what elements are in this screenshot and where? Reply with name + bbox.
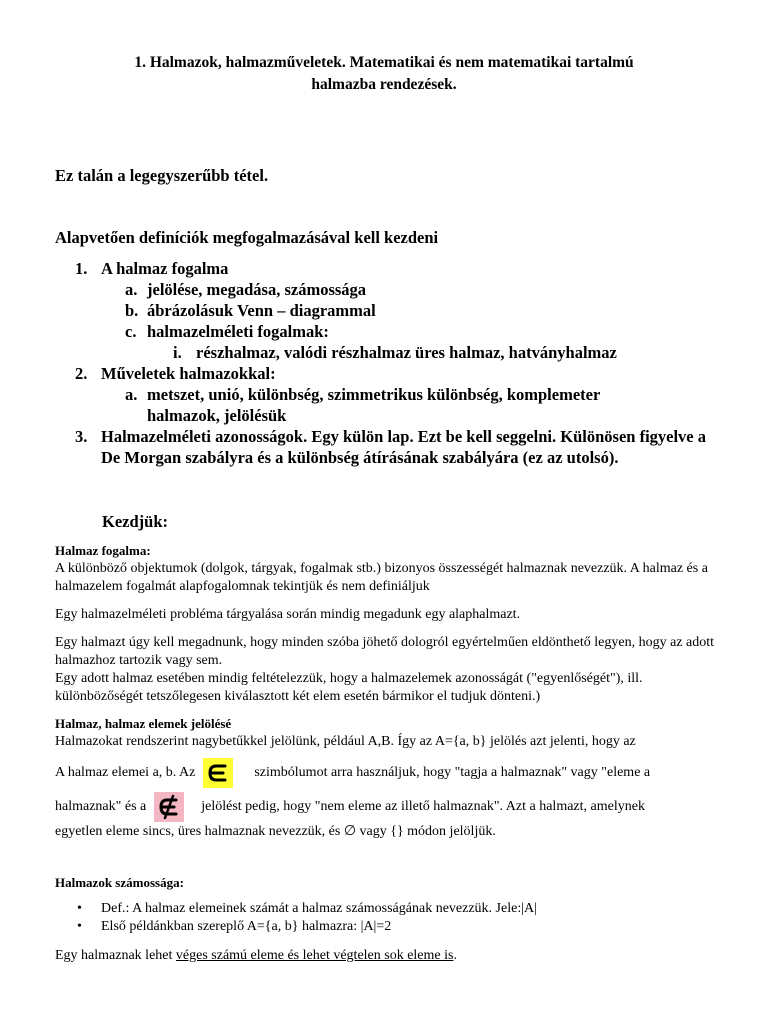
paragraph-line: halmaznak" és a jelölést pedig, hogy "nem eleme az illető halmaznak". Azt a halmazt, amelynek (55, 791, 715, 823)
outline-item-1b: b. ábrázolásuk Venn – diagrammal (125, 301, 376, 320)
title-line-2: halmazba rendezések. (311, 76, 457, 93)
paragraph: Egy adott halmaz esetében mindig feltételezzük, hogy a halmazelemek azonosságát ("egyenlőségét"), ill. különbözőségét tetszőlegesen kiválasztott két elem esetén bármikor el tudjuk dönteni.) (55, 671, 643, 704)
outline-item-2: 2. Műveletek halmazokkal: (75, 364, 276, 383)
outline-item-1c: c. halmazelméleti fogalmak: (125, 322, 329, 341)
outline-item-2a: a. metszet, unió, különbség, szimmetrikus különbség, komplemeter halmazok, jelölésük (125, 385, 600, 425)
section-notation (55, 715, 715, 841)
outline-item-1: 1. A halmaz fogalma (75, 259, 229, 278)
paragraph-line: Halmazokat rendszerint nagybetűkkel jelölünk, például A,B. Így az A={a, b} jelölés azt jelenti, hogy az (55, 734, 636, 749)
bullet-icon: • (77, 919, 82, 934)
cardinality-list (55, 900, 715, 936)
list-item: • Első példánkban szereplő A={a, b} halmazra: |A|=2 (77, 919, 392, 934)
start-heading: Kezdjük: (102, 512, 168, 531)
paragraph-line: A halmaz elemei a, b. Az szimbólumot arra használjuk, hogy "tagja a halmaznak" vagy "eleme a (55, 757, 715, 789)
element-of-icon (203, 758, 233, 788)
section-heading: Halmaz fogalma: (55, 543, 151, 558)
intro-text: Ez talán a legegyszerűbb tétel. (55, 166, 269, 185)
outline-list (55, 258, 745, 468)
bullet-icon: • (77, 901, 82, 916)
outline-item-1ci: i. részhalmaz, valódi részhalmaz üres halmaz, hatványhalmaz (173, 343, 617, 362)
underlined-text: véges számú eleme és lehet végtelen sok eleme is (175, 948, 454, 963)
outline-item-3: 3. Halmazelméleti azonosságok. Egy külön lap. Ezt be kell seggelni. Különösen figyelve a De Morgan szabályra és a különbség átírásának szabályára (ez az utolsó). (75, 427, 707, 467)
section-cardinality-heading (55, 874, 715, 892)
section-heading: Halmaz, halmaz elemek jelölésé (55, 716, 232, 731)
section-heading: Halmazok számossága: (55, 875, 184, 890)
lead-text: Alapvetően definíciók megfogalmazásával kell kezdeni (55, 228, 439, 247)
page-title (80, 52, 688, 96)
section-set-concept (55, 542, 715, 706)
title-line-1: 1. Halmazok, halmazműveletek. Matematikai és nem matematikai tartalmú (134, 54, 634, 71)
paragraph: Egy halmazelméleti probléma tárgyalása során mindig megadunk egy alaphalmazt. (55, 607, 521, 622)
outline-item-1a: a. jelölése, megadása, számossága (125, 280, 367, 299)
paragraph-line: egyetlen eleme sincs, üres halmaznak nevezzük, és ∅ vagy {} módon jelöljük. (55, 824, 496, 839)
paragraph: A különböző objektumok (dolgok, tárgyak, fogalmak stb.) bizonyos összességét halmaznak nevezzük. A halmaz és a halmazelem fogalmát alapfogalomnak tekintjük és nem definiáljuk (55, 561, 708, 594)
paragraph: Egy halmazt úgy kell megadnunk, hogy minden szóba jöhető dologról egyértelműen eldönthető legyen, hogy az adott halmazhoz tartozik vagy sem. (55, 635, 714, 668)
list-item: • Def.: A halmaz elemeinek számát a halmaz számosságának nevezzük. Jele:|A| (77, 901, 537, 916)
paragraph-finite-infinite: Egy halmaznak lehet véges számú eleme és lehet végtelen sok eleme is. (55, 948, 457, 963)
not-element-of-icon (154, 792, 184, 822)
